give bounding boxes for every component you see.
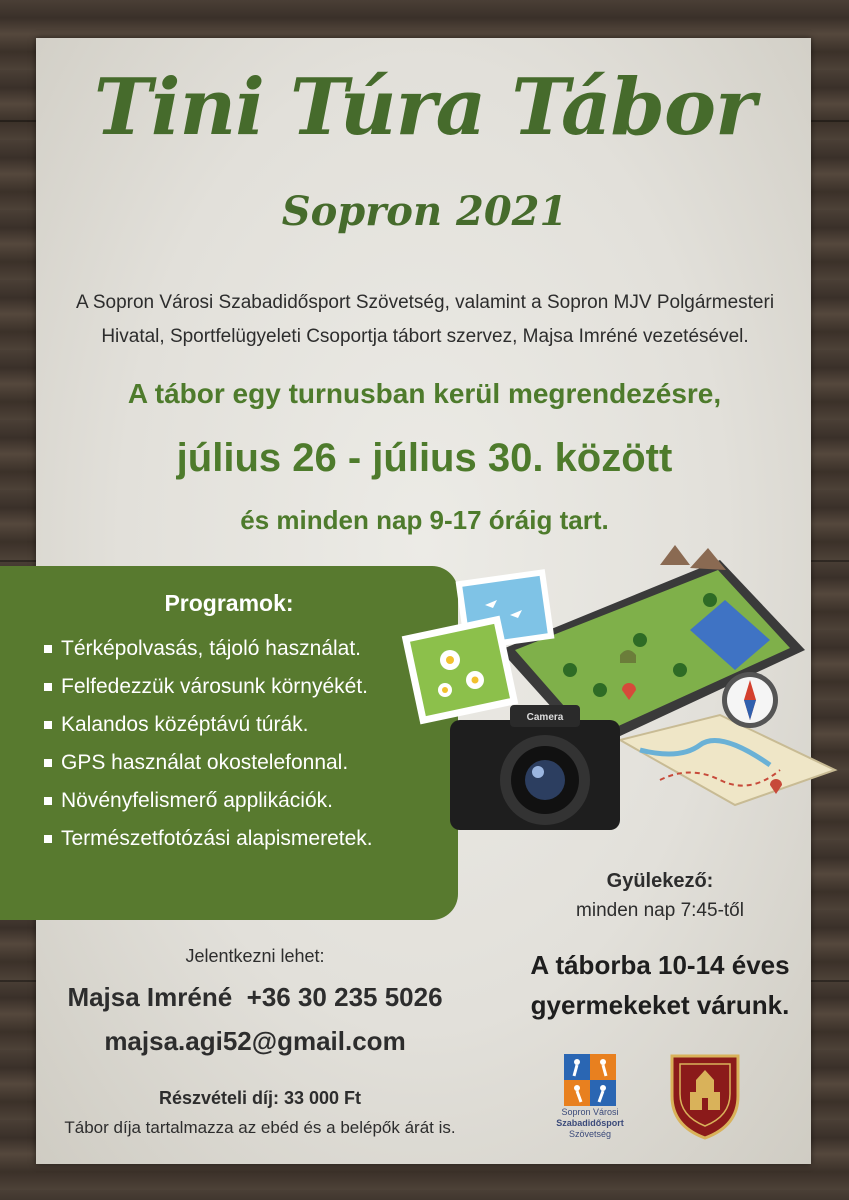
program-item: [44, 630, 373, 668]
association-logo-text: [522, 1107, 658, 1140]
bullet-icon: [44, 645, 52, 653]
logo-text-line-1: Sopron Városi: [561, 1107, 619, 1117]
program-item-text: Felfedezzük városunk környékét.: [61, 675, 368, 698]
intro-line-2: Hivatal, Sportfelügyeleti Csoportja tábort szervez, Majsa Imréné vezetésével.: [101, 326, 749, 347]
program-list: [44, 630, 373, 858]
sopron-crest-icon: [668, 1052, 742, 1140]
apply-label: Jelentkezni lehet:: [185, 946, 325, 966]
contact-name-phone: Majsa Imréné +36 30 235 5026: [67, 982, 443, 1012]
logo-text-line-2: Szabadidősport: [556, 1118, 624, 1128]
highlight-line-1: A tábor egy turnusban kerül megrendezésre,: [127, 378, 722, 409]
program-item: [44, 744, 373, 782]
compass-icon: [722, 672, 778, 728]
program-item-text: Kalandos középtávú túrák.: [61, 713, 309, 736]
program-item: [44, 668, 373, 706]
bullet-icon: [44, 835, 52, 843]
highlight-dates: július 26 - július 30. között: [176, 436, 673, 480]
bullet-icon: [44, 721, 52, 729]
intro-text: [60, 286, 790, 354]
meeting-label: Gyülekező:: [606, 870, 714, 892]
program-item: [44, 820, 373, 858]
poster-subtitle: Sopron 2021: [281, 188, 568, 235]
age-line-2: gyermekeket várunk.: [530, 990, 790, 1020]
camera-label: Camera: [526, 712, 564, 723]
bullet-icon: [44, 797, 52, 805]
program-item-text: Növényfelismerő applikációk.: [61, 789, 333, 812]
logo-text-line-3: Szövetség: [568, 1129, 612, 1139]
fee-note: Tábor díja tartalmazza az ebéd és a belépők árát is.: [64, 1118, 456, 1137]
highlight-hours: és minden nap 9-17 óráig tart.: [240, 505, 609, 535]
program-item: [44, 782, 373, 820]
fee-label: Részvételi díj: 33 000 Ft: [158, 1088, 362, 1108]
trail-map-icon: [620, 715, 835, 805]
program-item-text: Természetfotózási alapismeretek.: [61, 827, 373, 850]
contact-email[interactable]: majsa.agi52@gmail.com: [104, 1026, 406, 1056]
intro-line-1: A Sopron Városi Szabadidősport Szövetség, valamint a Sopron MJV Polgármesteri: [75, 292, 775, 313]
program-item-text: GPS használat okostelefonnal.: [61, 751, 349, 774]
photo-flowers-icon: [402, 616, 519, 725]
meeting-time: minden nap 7:45-től: [576, 900, 744, 921]
program-title: Programok:: [164, 590, 294, 616]
hiking-illustration: [390, 540, 840, 870]
age-line-1: A táborba 10-14 éves: [530, 950, 790, 980]
camera-icon: [450, 705, 620, 830]
bullet-icon: [44, 759, 52, 767]
program-item-text: Térképolvasás, tájoló használat.: [61, 637, 361, 660]
program-item: [44, 706, 373, 744]
poster-title: Tini Túra Tábor: [93, 62, 756, 153]
bullet-icon: [44, 683, 52, 691]
